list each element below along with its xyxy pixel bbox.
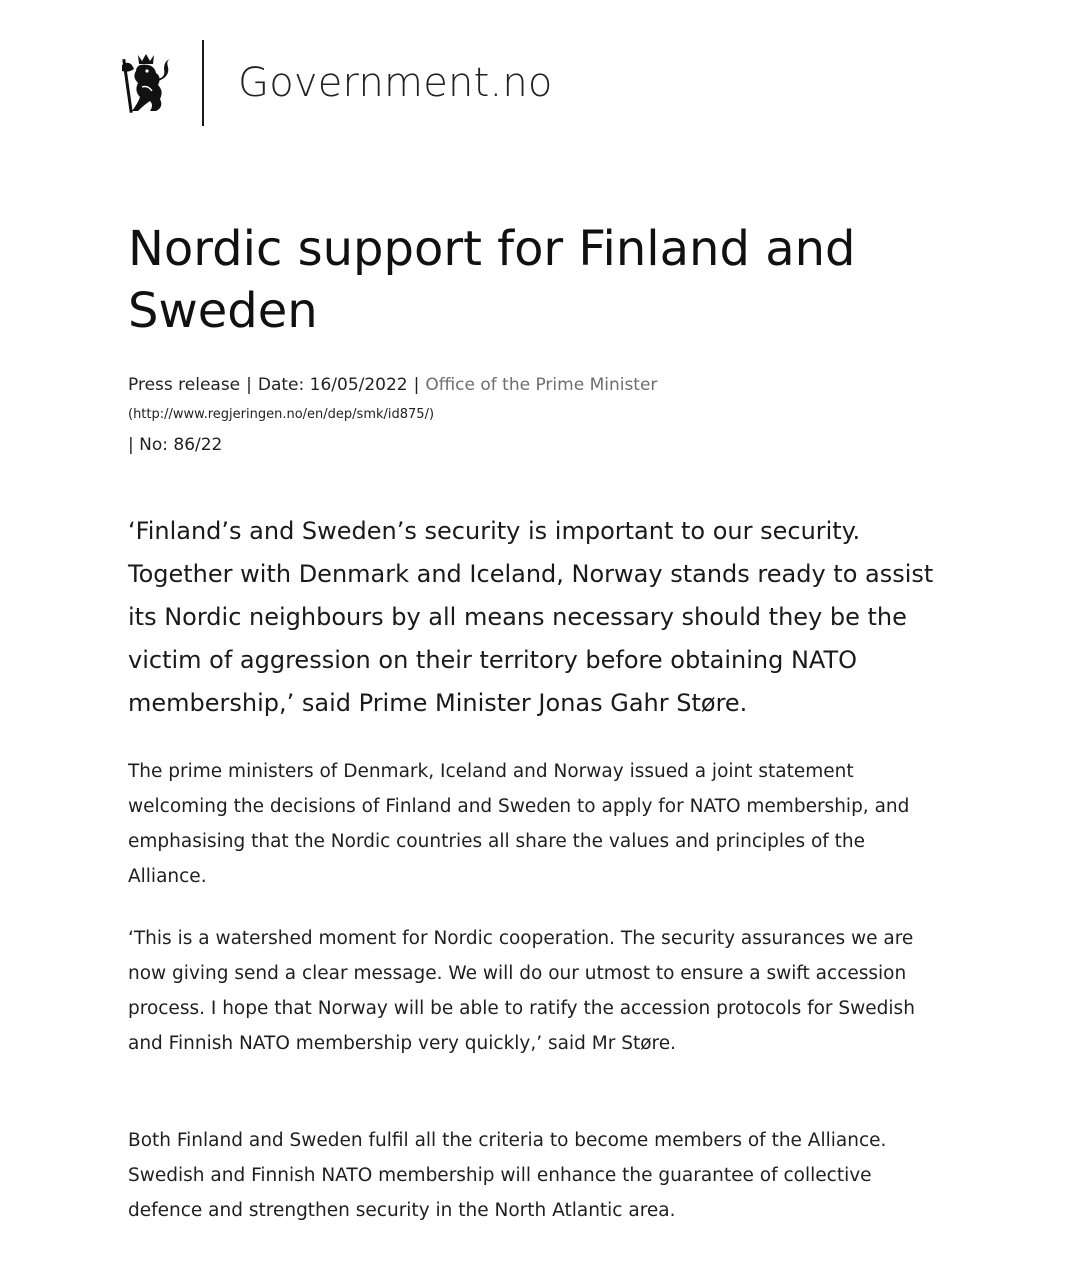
- page-title: Nordic support for Finland and Sweden: [128, 221, 856, 339]
- body-paragraph: The prime ministers of Denmark, Iceland and Norway issued a joint statement welcoming the decisions of Finland and Sweden to apply for NATO membership, and emphasising that the Nordic countries all share the values and principles of the Alliance.: [128, 761, 910, 887]
- meta-separator: |: [246, 375, 252, 395]
- logo-divider: [202, 40, 204, 126]
- site-header: [120, 40, 553, 128]
- press-release-number: | No: 86/22: [128, 435, 223, 455]
- department-link[interactable]: Office of the Prime Minister: [425, 375, 658, 395]
- article-date: Date: 16/05/2022: [257, 375, 408, 395]
- meta-separator: |: [413, 375, 420, 395]
- body-paragraph: ‘This is a watershed moment for Nordic cooperation. The security assurances we are now giving send a clear message. We will do our utmost to ensure a swift accession process. I hope that Norway will be able to ratify the accession protocols for Swedish and Finnish NATO membership very quickly,’ said Mr Støre.: [128, 928, 915, 1054]
- lead-paragraph: ‘Finland’s and Sweden’s security is important to our security. Together with Denmark and Iceland, Norway stands ready to assist its Nordic neighbours by all means necessary should they be the victim of aggression on their territory before obtaining NATO membership,’ said Prime Minister Jonas Gahr Støre.: [128, 517, 934, 717]
- article-meta: [128, 372, 948, 458]
- site-name-link[interactable]: Government.no: [238, 60, 553, 106]
- article-type: Press release: [128, 375, 241, 395]
- norwegian-coat-of-arms-lion-icon[interactable]: [120, 51, 172, 117]
- department-url: (http://www.regjeringen.no/en/dep/smk/id875/): [128, 407, 435, 422]
- body-paragraph: Both Finland and Sweden fulfil all the criteria to become members of the Alliance. Swedish and Finnish NATO membership will enhance the guarantee of collective defence and strengthen security in the North Atlantic area.: [128, 1130, 887, 1221]
